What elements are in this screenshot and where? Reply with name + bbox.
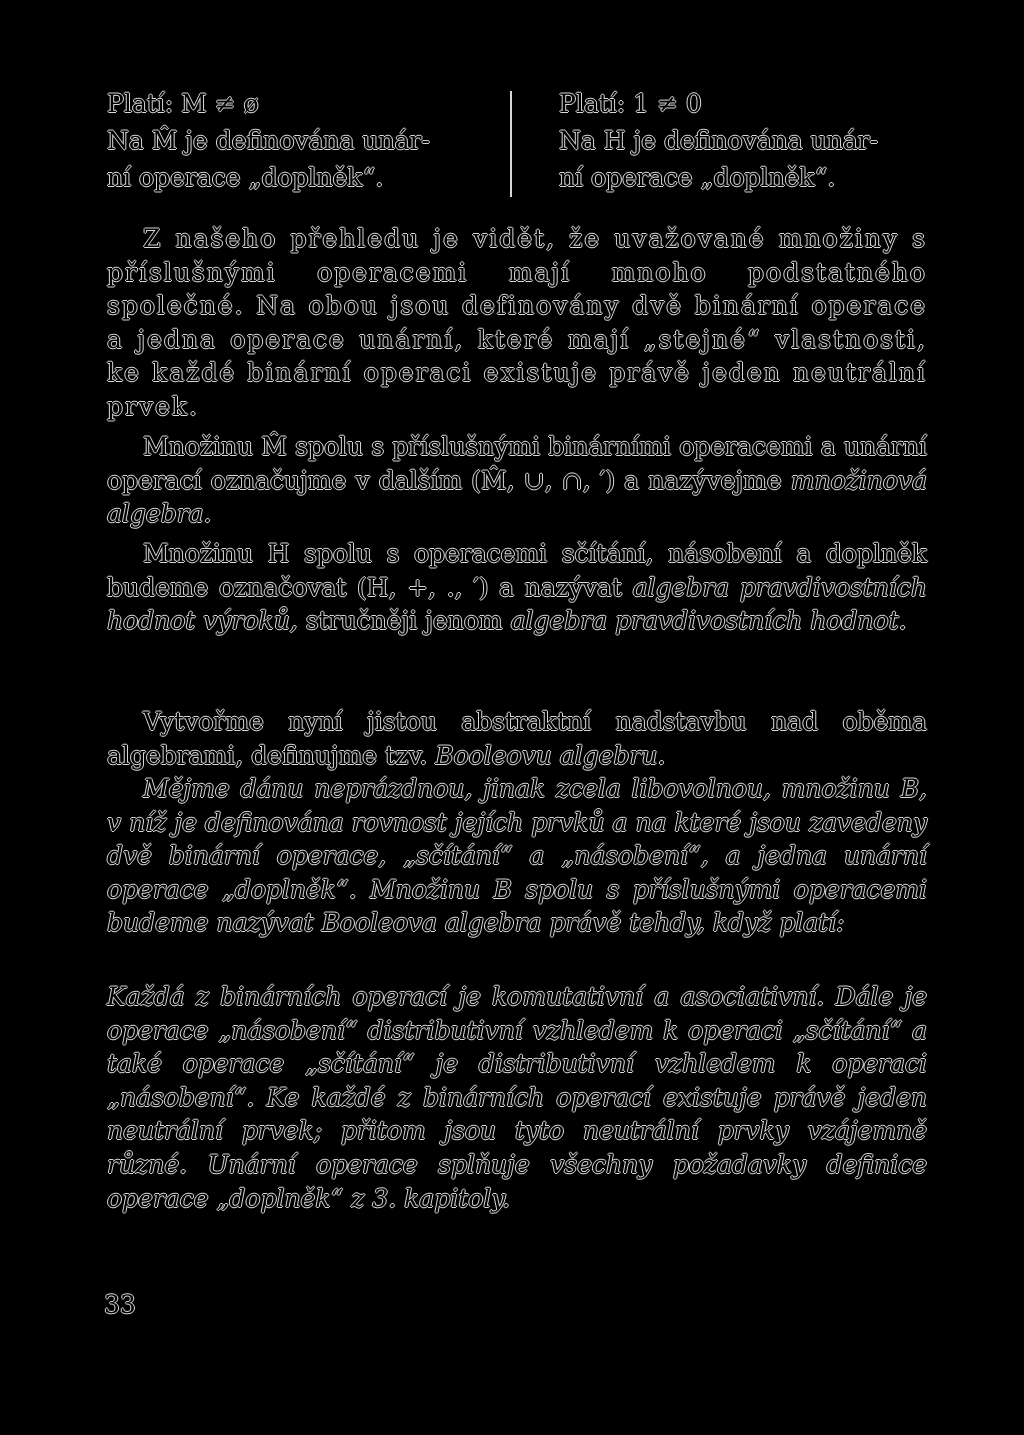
truth-algebra-term-short: algebra pravdivostních hodnot. xyxy=(510,606,907,636)
paragraph-boolean-definition: Mějme dánu neprázdnou, jinak zcela libovolnou, množinu B, v níž je definována rovnost jejích prvků a na které jsou zavedeny dvě binární operace, „sčítání“ a „násobení“, a jedna unární operace „doplněk“. Množinu B spolu s příslušnými operacemi budeme nazývat Booleova algebra právě tehdy, když platí: xyxy=(107,774,927,938)
right-column-line-1: Platí: 1 ≠ 0 xyxy=(559,89,702,118)
paragraph-boolean-intro xyxy=(107,705,927,772)
page-number: 33 xyxy=(104,1290,136,1319)
left-column-line-1: Platí: M ≠ ø xyxy=(107,89,259,118)
truth-algebra-term: algebra pravdivostních hodnot výroků, xyxy=(107,572,927,636)
set-algebra-term: množinová algebra. xyxy=(107,465,927,529)
right-column-line-3: ní operace „doplněk“. xyxy=(559,163,836,192)
paragraph-overview: Z našeho přehledu je vidět, že uvažované množiny s příslušnými operacemi mají mnoho podstatného společné. Na obou jsou definovány dvě binární operace a jedna operace unární, které mají „stejné“ vlastnosti, ke každé binární operaci existuje právě jeden neutrální prvek. xyxy=(107,224,927,421)
column-divider xyxy=(510,91,512,197)
paragraph-boolean-axioms: Každá z binárních operací je komutativní a asociativní. Dále je operace „násobení“ distributivní vzhledem k operaci „sčítání“ a také operace „sčítání“ je distributivní vzhledem k operaci „násobení“. Ke každé z binárních operací existuje právě jeden neutrální prvek; přitom jsou tyto neutrální prvky vzájemně různé. Unární operace splňuje všechny požadavky definice operace „doplněk“ z 3. kapitoly. xyxy=(107,982,927,1213)
truth-algebra-text-2: stručněji jenom xyxy=(297,606,511,636)
right-column-line-2: Na H je definována unár- xyxy=(559,126,879,155)
boolean-intro-term: Booleovu algebru. xyxy=(435,740,666,770)
left-column-line-3: ní operace „doplněk“. xyxy=(107,163,384,192)
boolean-intro-text: Vytvořme nyní jistou abstraktní nadstavbu nad oběma algebrami, definujme tzv. xyxy=(107,707,927,770)
left-column-line-2: Na M̂ je definována unár- xyxy=(107,126,430,155)
comparison-columns xyxy=(107,85,927,200)
set-algebra-text: Množinu M̂ spolu s příslušnými binárními operacemi a unární operací označujme v dalším (M̂, ∪, ∩, ′) a nazývejme xyxy=(107,432,927,495)
left-column xyxy=(107,85,487,196)
paragraph-set-algebra xyxy=(107,430,927,531)
truth-algebra-text: Množinu H spolu s operacemi sčítání, násobení a doplněk budeme označovat (H, +, ., ′) a nazývat xyxy=(107,539,927,602)
right-column xyxy=(559,85,939,196)
paragraph-truth-algebra xyxy=(107,537,927,638)
